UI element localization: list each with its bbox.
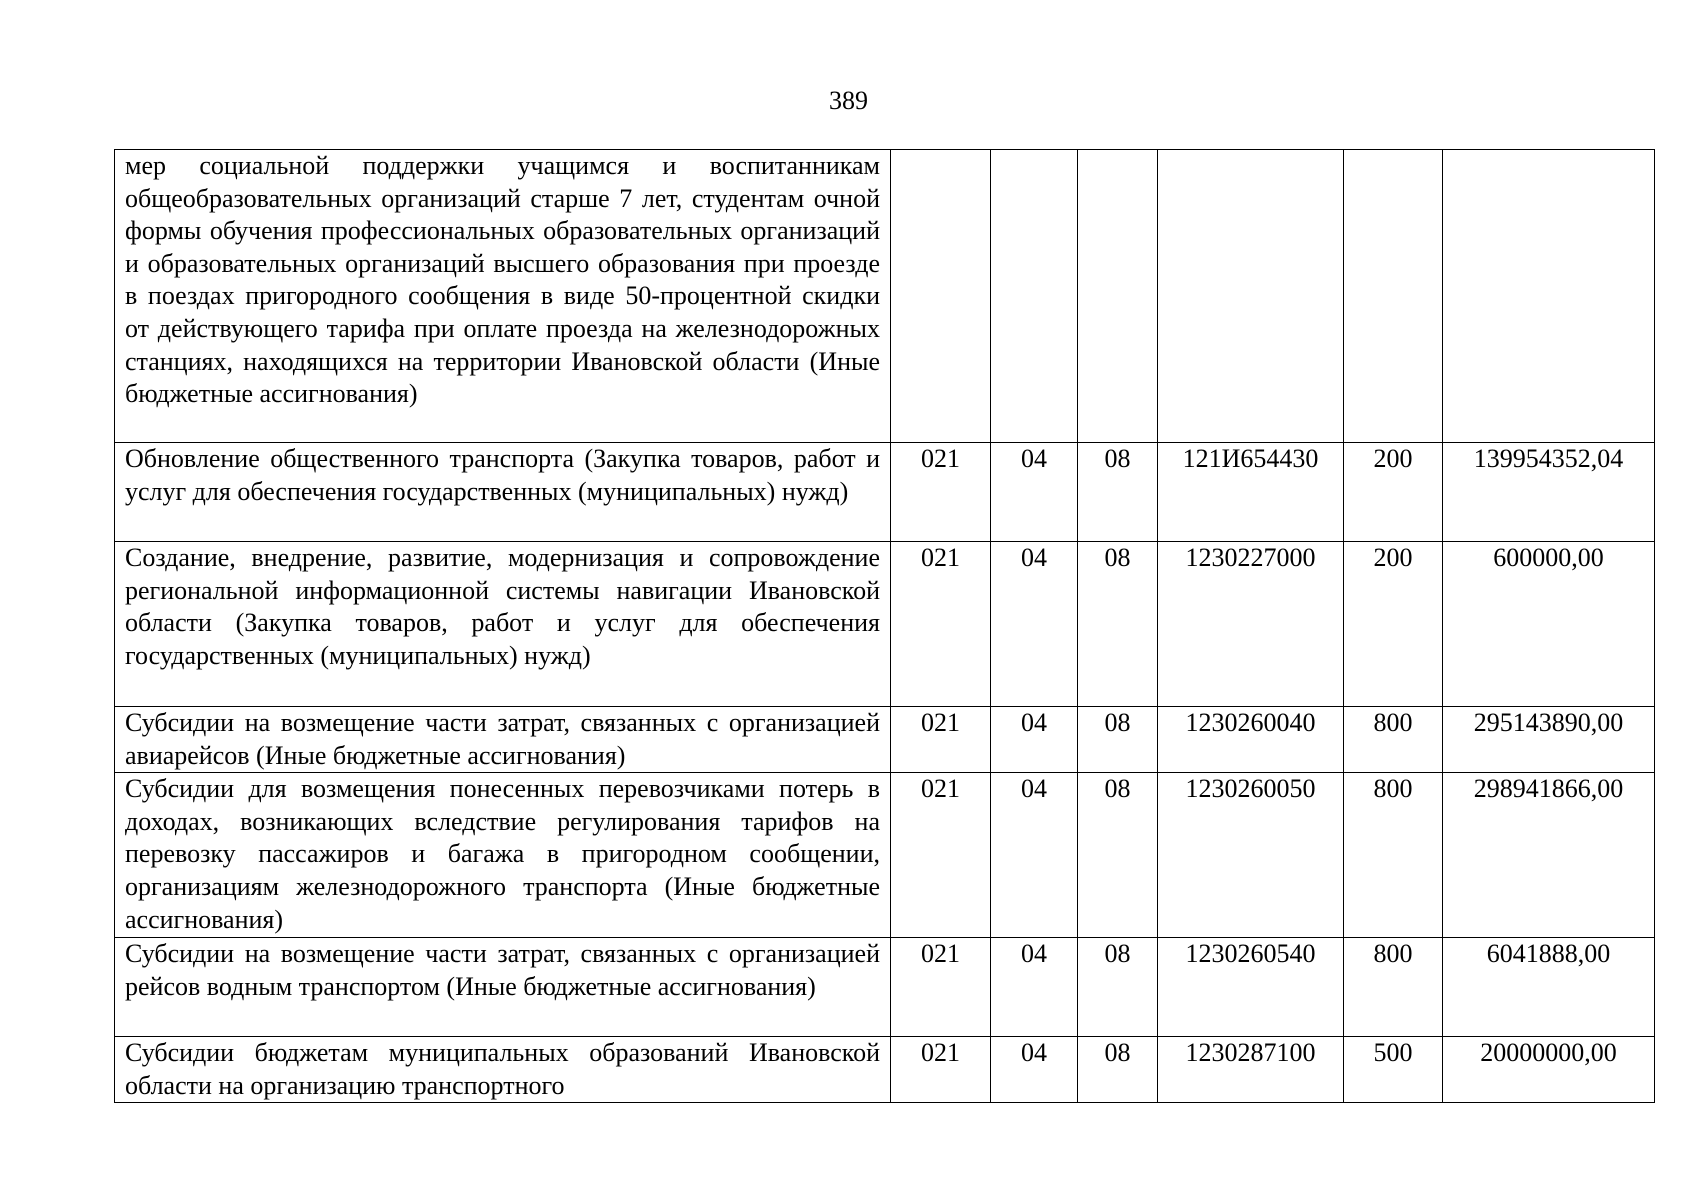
row-ministry-code: 021 <box>891 938 991 1037</box>
row-section-code: 04 <box>991 542 1078 707</box>
row-amount: 139954352,04 <box>1443 443 1655 542</box>
row-description: Создание, внедрение, развитие, модернизация и сопровождение региональной информационной системы навигации Ивановской области (Закупка товаров, работ и услуг для обеспечения государственных (муниципальных) нужд) <box>115 542 891 707</box>
row-subsection-code <box>1078 150 1158 443</box>
row-description: Субсидии на возмещение части затрат, связанных с организацией рейсов водным транспортом (Иные бюджетные ассигнования) <box>115 938 891 1037</box>
table-row <box>115 707 1655 773</box>
row-section-code: 04 <box>991 443 1078 542</box>
table-row <box>115 443 1655 542</box>
row-ministry-code <box>891 150 991 443</box>
row-ministry-code: 021 <box>891 1037 991 1103</box>
row-expense-type <box>1344 150 1443 443</box>
row-expense-type: 200 <box>1344 443 1443 542</box>
row-subsection-code: 08 <box>1078 542 1158 707</box>
row-ministry-code: 021 <box>891 773 991 938</box>
row-target-article <box>1158 150 1344 443</box>
row-amount: 6041888,00 <box>1443 938 1655 1037</box>
row-expense-type: 800 <box>1344 938 1443 1037</box>
row-section-code: 04 <box>991 938 1078 1037</box>
row-expense-type: 200 <box>1344 542 1443 707</box>
row-amount: 298941866,00 <box>1443 773 1655 938</box>
row-section-code: 04 <box>991 707 1078 773</box>
table-row <box>115 773 1655 938</box>
row-subsection-code: 08 <box>1078 707 1158 773</box>
row-expense-type: 500 <box>1344 1037 1443 1103</box>
table-row <box>115 938 1655 1037</box>
row-amount: 20000000,00 <box>1443 1037 1655 1103</box>
row-description: Субсидии на возмещение части затрат, связанных с организацией авиарейсов (Иные бюджетные ассигнования) <box>115 707 891 773</box>
row-target-article: 1230260540 <box>1158 938 1344 1037</box>
row-description: Обновление общественного транспорта (Закупка товаров, работ и услуг для обеспечения государственных (муниципальных) нужд) <box>115 443 891 542</box>
row-description: Субсидии для возмещения понесенных перевозчиками потерь в доходах, возникающих вследствие регулирования тарифов на перевозку пассажиров и багажа в пригородном сообщении, организациям железнодорожного транспорта (Иные бюджетные ассигнования) <box>115 773 891 938</box>
row-ministry-code: 021 <box>891 542 991 707</box>
row-target-article: 1230287100 <box>1158 1037 1344 1103</box>
budget-table <box>114 149 1655 1103</box>
row-description: мер социальной поддержки учащимся и воспитанникам общеобразовательных организаций старше 7 лет, студентам очной формы обучения профессиональных образовательных организаций и образовательных организаций высшего образования при проезде в поездах пригородного сообщения в виде 50-процентной скидки от действующего тарифа при оплате проезда на железнодорожных станциях, находящихся на территории Ивановской области (Иные бюджетные ассигнования) <box>115 150 891 443</box>
row-subsection-code: 08 <box>1078 1037 1158 1103</box>
row-section-code: 04 <box>991 773 1078 938</box>
table-row <box>115 1037 1655 1103</box>
row-expense-type: 800 <box>1344 773 1443 938</box>
table-row <box>115 542 1655 707</box>
table-row <box>115 150 1655 443</box>
page-number: 389 <box>829 86 868 115</box>
row-ministry-code: 021 <box>891 707 991 773</box>
row-expense-type: 800 <box>1344 707 1443 773</box>
row-section-code <box>991 150 1078 443</box>
row-ministry-code: 021 <box>891 443 991 542</box>
row-description: Субсидии бюджетам муниципальных образований Ивановской области на организацию транспортного <box>115 1037 891 1103</box>
row-subsection-code: 08 <box>1078 773 1158 938</box>
row-section-code: 04 <box>991 1037 1078 1103</box>
row-amount: 295143890,00 <box>1443 707 1655 773</box>
row-amount <box>1443 150 1655 443</box>
row-target-article: 1230260040 <box>1158 707 1344 773</box>
row-target-article: 121И654430 <box>1158 443 1344 542</box>
row-target-article: 1230227000 <box>1158 542 1344 707</box>
row-subsection-code: 08 <box>1078 443 1158 542</box>
row-amount: 600000,00 <box>1443 542 1655 707</box>
row-subsection-code: 08 <box>1078 938 1158 1037</box>
row-target-article: 1230260050 <box>1158 773 1344 938</box>
